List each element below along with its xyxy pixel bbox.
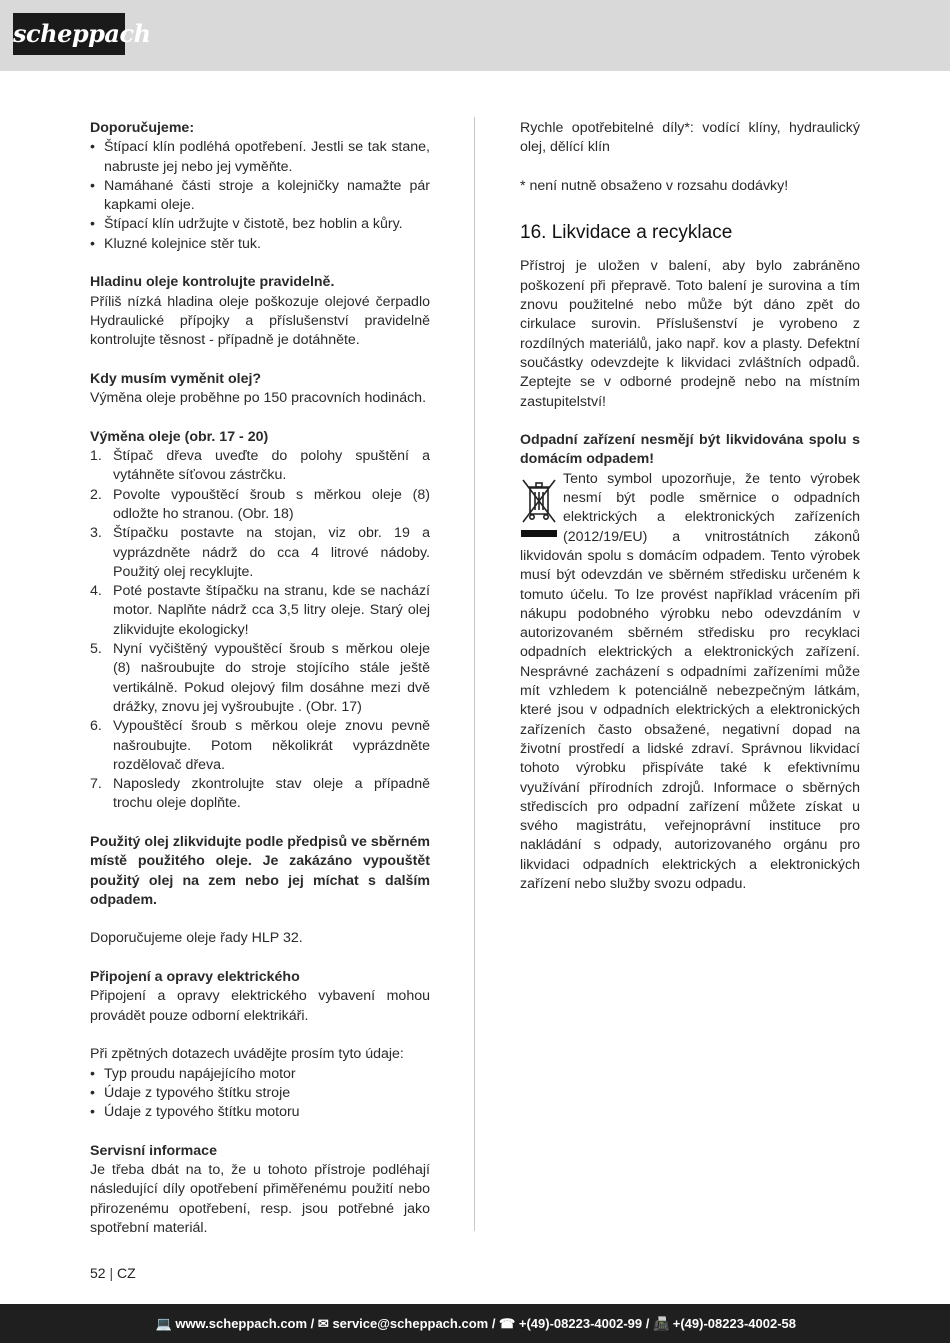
list-item: • Štípací klín podléhá opotřebení. Jestli se tak stane, nabruste jej nebo jej vyměňte. <box>90 138 430 177</box>
weee-block <box>520 470 860 895</box>
step-text: Štípač dřeva uveďte do polohy spuštění a vytáhněte síťovou zástrčku. <box>113 448 430 484</box>
email-link[interactable]: service@scheppach.com <box>332 1316 489 1331</box>
step-text: Nyní vyčištěný vypouštěcí šroub s měrkou oleje (8) našroubujte do stroje stojícího stále ještě vertikálně. Pokud olejový film dosáhne mezi dvě drážky, znovu jej vyšroubujte . (Obr. 17) <box>113 641 430 715</box>
list-item <box>90 775 430 814</box>
inquiry-text: Při zpětných dotazech uvádějte prosím tyto údaje: <box>90 1046 404 1063</box>
footer-separator: / <box>307 1316 318 1331</box>
list-item <box>90 717 430 775</box>
step-number: 4. <box>90 583 102 600</box>
phone-icon: ☎ <box>499 1316 516 1331</box>
page-language: CZ <box>117 1265 136 1281</box>
list-item: • Údaje z typového štítku stroje <box>90 1084 430 1103</box>
section-number: 16. <box>520 222 547 244</box>
envelope-icon: ✉ <box>317 1316 329 1331</box>
step-number: 5. <box>90 641 102 658</box>
section-heading <box>520 221 860 245</box>
header-bar <box>0 0 950 71</box>
footer-separator: / <box>488 1316 500 1331</box>
electrical-text: Připojení a opravy elektrického vybavení mohou provádět pouze odborní elektrikáři. <box>90 988 430 1024</box>
list-item <box>90 486 430 525</box>
list-item: • Typ proudu napájejícího motor <box>90 1065 430 1084</box>
recommendations-list <box>90 138 430 254</box>
column-divider <box>474 117 475 1231</box>
packaging-text: Přístroj je uložen v balení, aby bylo zabráněno poškození při přepravě. Toto balení je surovina a tím znovu použitelné nebo může být dáno zpět do cirkulace surovin. Příslušenství je vyrobeno z rozdílných materiálů, jako např. kov a plasty. Defektní součástky odevzdejte k likvidaci zvláštních odpadů. Zeptejte se v odborné prodejně nebo na místním zastupitelství! <box>520 258 860 410</box>
step-number: 3. <box>90 525 102 542</box>
list-item <box>90 524 430 582</box>
page-number: 52 <box>90 1265 106 1281</box>
oil-change-when-heading: Kdy musím vyměnit olej? <box>90 370 262 387</box>
list-item <box>90 640 430 717</box>
wear-parts-text: Rychle opotřebitelné díly*: vodící klíny, hydraulický olej, dělící klín <box>520 120 860 156</box>
step-text: Štípačku postavte na stojan, viz obr. 19 a vyprázdněte nádrž do cca 4 litrové nádoby. Použitý olej recyklujte. <box>113 525 430 580</box>
oil-level-text: Příliš nízká hladina oleje poškozuje olejové čerpadlo Hydraulické přípojky a příslušenství pravidelně kontrolujte těsnost - případně je dotáhněte. <box>90 293 430 349</box>
phone-number: +(49)-08223-4002-99 <box>518 1316 643 1331</box>
list-item: • Údaje z typového štítku motoru <box>90 1103 430 1122</box>
inquiry-list <box>90 1065 430 1123</box>
page-separator: | <box>109 1265 114 1281</box>
oil-level-heading: Hladinu oleje kontrolujte pravidelně. <box>90 274 335 291</box>
step-text: Vypouštěcí šroub s měrkou oleje znovu pevně našroubujte. Potom několikrát vyprázdněte rozdělovač dřeva. <box>113 718 430 773</box>
list-item: • Štípací klín udržujte v čistotě, bez hoblin a kůry. <box>90 215 430 234</box>
section-title: Likvidace a recyklace <box>551 222 733 244</box>
step-text: Naposledy zkontrolujte stav oleje a případně trochu oleje doplňte. <box>113 776 430 812</box>
service-heading: Servisní informace <box>90 1142 217 1159</box>
fax-icon: 📠 <box>652 1316 670 1331</box>
right-column <box>520 119 860 894</box>
recommendations-heading: Doporučujeme: <box>90 120 195 136</box>
footnote: * není nutně obsaženo v rozsahu dodávky! <box>520 177 789 194</box>
computer-icon: 💻 <box>155 1316 172 1331</box>
oil-change-when-text: Výměna oleje proběhne po 150 pracovních hodinách. <box>90 390 427 407</box>
step-number: 6. <box>90 718 102 735</box>
oil-change-steps <box>90 447 430 814</box>
step-number: 1. <box>90 448 102 465</box>
step-number: 2. <box>90 486 102 503</box>
footer-separator: / <box>642 1316 653 1331</box>
used-oil-warning: Použitý olej zlikvidujte podle předpisů ve sběrném místě použitého oleje. Je zakázáno vypouštět použitý olej na zem nebo jej míchat s dalším odpadem. <box>90 833 430 908</box>
list-item <box>90 447 430 486</box>
contact-footer <box>0 1304 950 1343</box>
waste-heading: Odpadní zařízení nesmějí být likvidována spolu s domácím odpadem! <box>520 432 860 468</box>
service-text: Je třeba dbát na to, že u tohoto přístroje podléhají následující díly opotřebení přiměřenému použití nebo přirozenému opotřebení, resp. jsou potřebné jako spotřební materiál. <box>90 1162 430 1236</box>
electrical-heading: Připojení a opravy elektrického <box>90 969 300 986</box>
fax-number: +(49)-08223-4002-58 <box>672 1316 796 1331</box>
list-item: • Kluzné kolejnice stěr tuk. <box>90 235 430 254</box>
recommended-oil: Doporučujeme oleje řady HLP 32. <box>90 930 303 947</box>
page-footer-number <box>90 1265 136 1281</box>
scheppach-logo: scheppach <box>13 13 125 55</box>
weee-text: Tento symbol upozorňuje, že tento výrobek nesmí být podle směrnice o odpadních elektrických a elektronických zařízeních (2012/19/EU) a vnitrostátních zákonů likvidován spolu s domácím odpadem. Tento výrobek musí být odevzdán ve sběrném středisku určeném k tomuto účelu. To lze provést například vrácením při nákupu podobného výrobku nebo odevzdáním v autorizovaném sběrném středisku pro recyklaci odpadních elektrických a elektronických zařízení. Nesprávné zacházení s odpadními zařízeními může mít vzhledem k potenciálně nebezpečným látkám, které jsou v odpadních elektrických a elektronických zařízeních často obsažené, negativní dopad na životní prostředí a lidské zdraví. Správnou likvidací tohoto výrobku přispíváte také k efektivnímu využívání přírodních zdrojů. Informace o sběrných střediscích pro odpadní zařízení můžete získat u svého magistrátu, veřejnoprávní instituce pro nakládání s odpady, autorizovaného orgánu pro likvidaci odpadních elektrických a elektronických zařízení nebo služby svozu odpadu. <box>520 470 860 892</box>
crossed-bin-icon <box>520 476 558 540</box>
step-text: Povolte vypouštěcí šroub s měrkou oleje (8) odložte ho stranou. (Obr. 18) <box>113 486 430 522</box>
website-link[interactable]: www.scheppach.com <box>175 1316 308 1331</box>
oil-change-heading: Výměna oleje (obr. 17 - 20) <box>90 428 269 445</box>
list-item: • Namáhané části stroje a kolejničky namažte pár kapkami oleje. <box>90 177 430 216</box>
list-item <box>90 582 430 640</box>
step-number: 7. <box>90 776 102 793</box>
left-column <box>90 119 430 1238</box>
step-text: Poté postavte štípačku na stranu, kde se nachází motor. Naplňte nádrž cca 3,5 litry oleje. Starý olej zlikvidujte ekologicky! <box>113 583 430 638</box>
